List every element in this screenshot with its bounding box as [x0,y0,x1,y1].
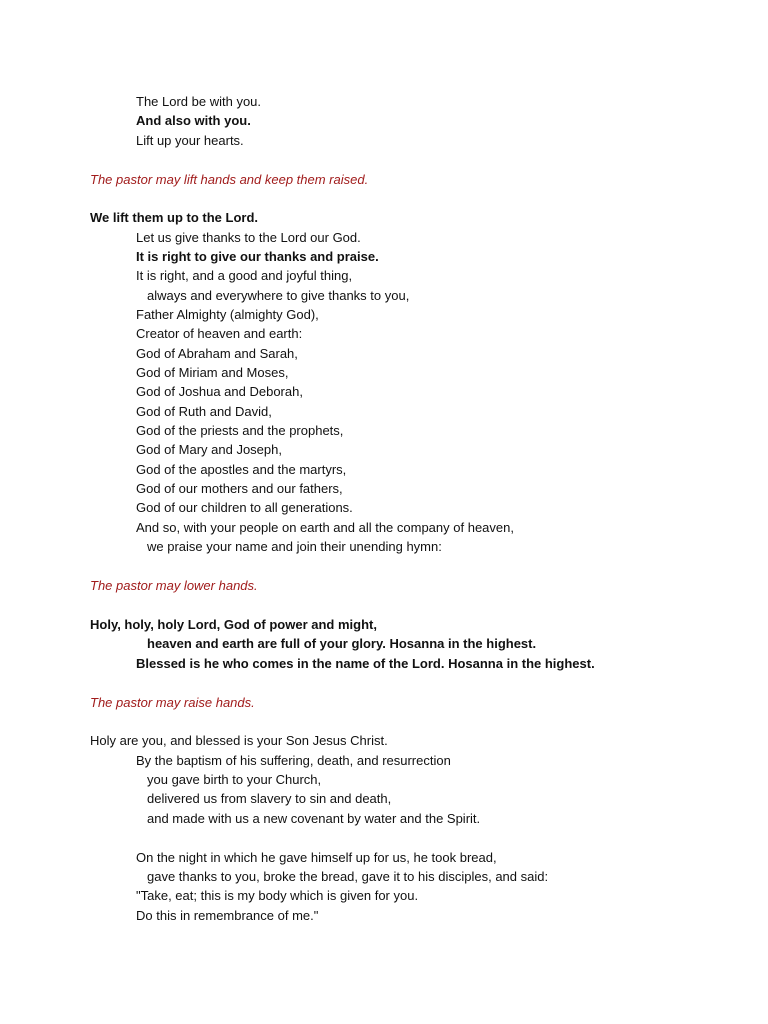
people-response: Holy, holy, holy Lord, God of power and might, [90,617,377,632]
people-response: And also with you. [136,113,251,128]
leader-line: By the baptism of his suffering, death, and resurrection [136,753,451,768]
leader-line: God of Abraham and Sarah, [136,346,298,361]
leader-line: God of the apostles and the martyrs, [136,462,347,477]
leader-line: Creator of heaven and earth: [136,326,303,341]
leader-line: God of our children to all generations. [136,500,353,515]
leader-line: Let us give thanks to the Lord our God. [136,230,361,245]
leader-line: Lift up your hearts. [136,133,244,148]
people-response: Blessed is he who comes in the name of the Lord. Hosanna in the highest. [136,656,595,671]
rubric-instruction: The pastor may raise hands. [90,695,255,710]
leader-line: Do this in remembrance of me." [136,908,319,923]
leader-line: And so, with your people on earth and all the company of heaven, [136,520,514,535]
leader-line: delivered us from slavery to sin and death, [147,791,392,806]
leader-line: God of Miriam and Moses, [136,365,289,380]
rubric-instruction: The pastor may lift hands and keep them raised. [90,172,369,187]
people-response: heaven and earth are full of your glory. Hosanna in the highest. [147,636,537,651]
leader-line: God of our mothers and our fathers, [136,481,343,496]
leader-line: It is right, and a good and joyful thing, [136,268,353,283]
leader-line: God of Ruth and David, [136,404,272,419]
leader-line: we praise your name and join their unending hymn: [147,539,442,554]
leader-line: The Lord be with you. [136,94,262,109]
leader-line: always and everywhere to give thanks to you, [147,288,410,303]
leader-line: gave thanks to you, broke the bread, gave it to his disciples, and said: [147,869,549,884]
leader-line: and made with us a new covenant by water and the Spirit. [147,811,481,826]
leader-line: God of Mary and Joseph, [136,442,282,457]
leader-line: God of Joshua and Deborah, [136,384,303,399]
leader-line: Father Almighty (almighty God), [136,307,319,322]
people-response: We lift them up to the Lord. [90,210,259,225]
rubric-instruction: The pastor may lower hands. [90,578,258,593]
leader-line: God of the priests and the prophets, [136,423,344,438]
leader-line: On the night in which he gave himself up for us, he took bread, [136,850,497,865]
leader-line: Holy are you, and blessed is your Son Jesus Christ. [90,733,388,748]
people-response: It is right to give our thanks and praise. [136,249,379,264]
leader-line: "Take, eat; this is my body which is given for you. [136,888,419,903]
leader-line: you gave birth to your Church, [147,772,322,787]
